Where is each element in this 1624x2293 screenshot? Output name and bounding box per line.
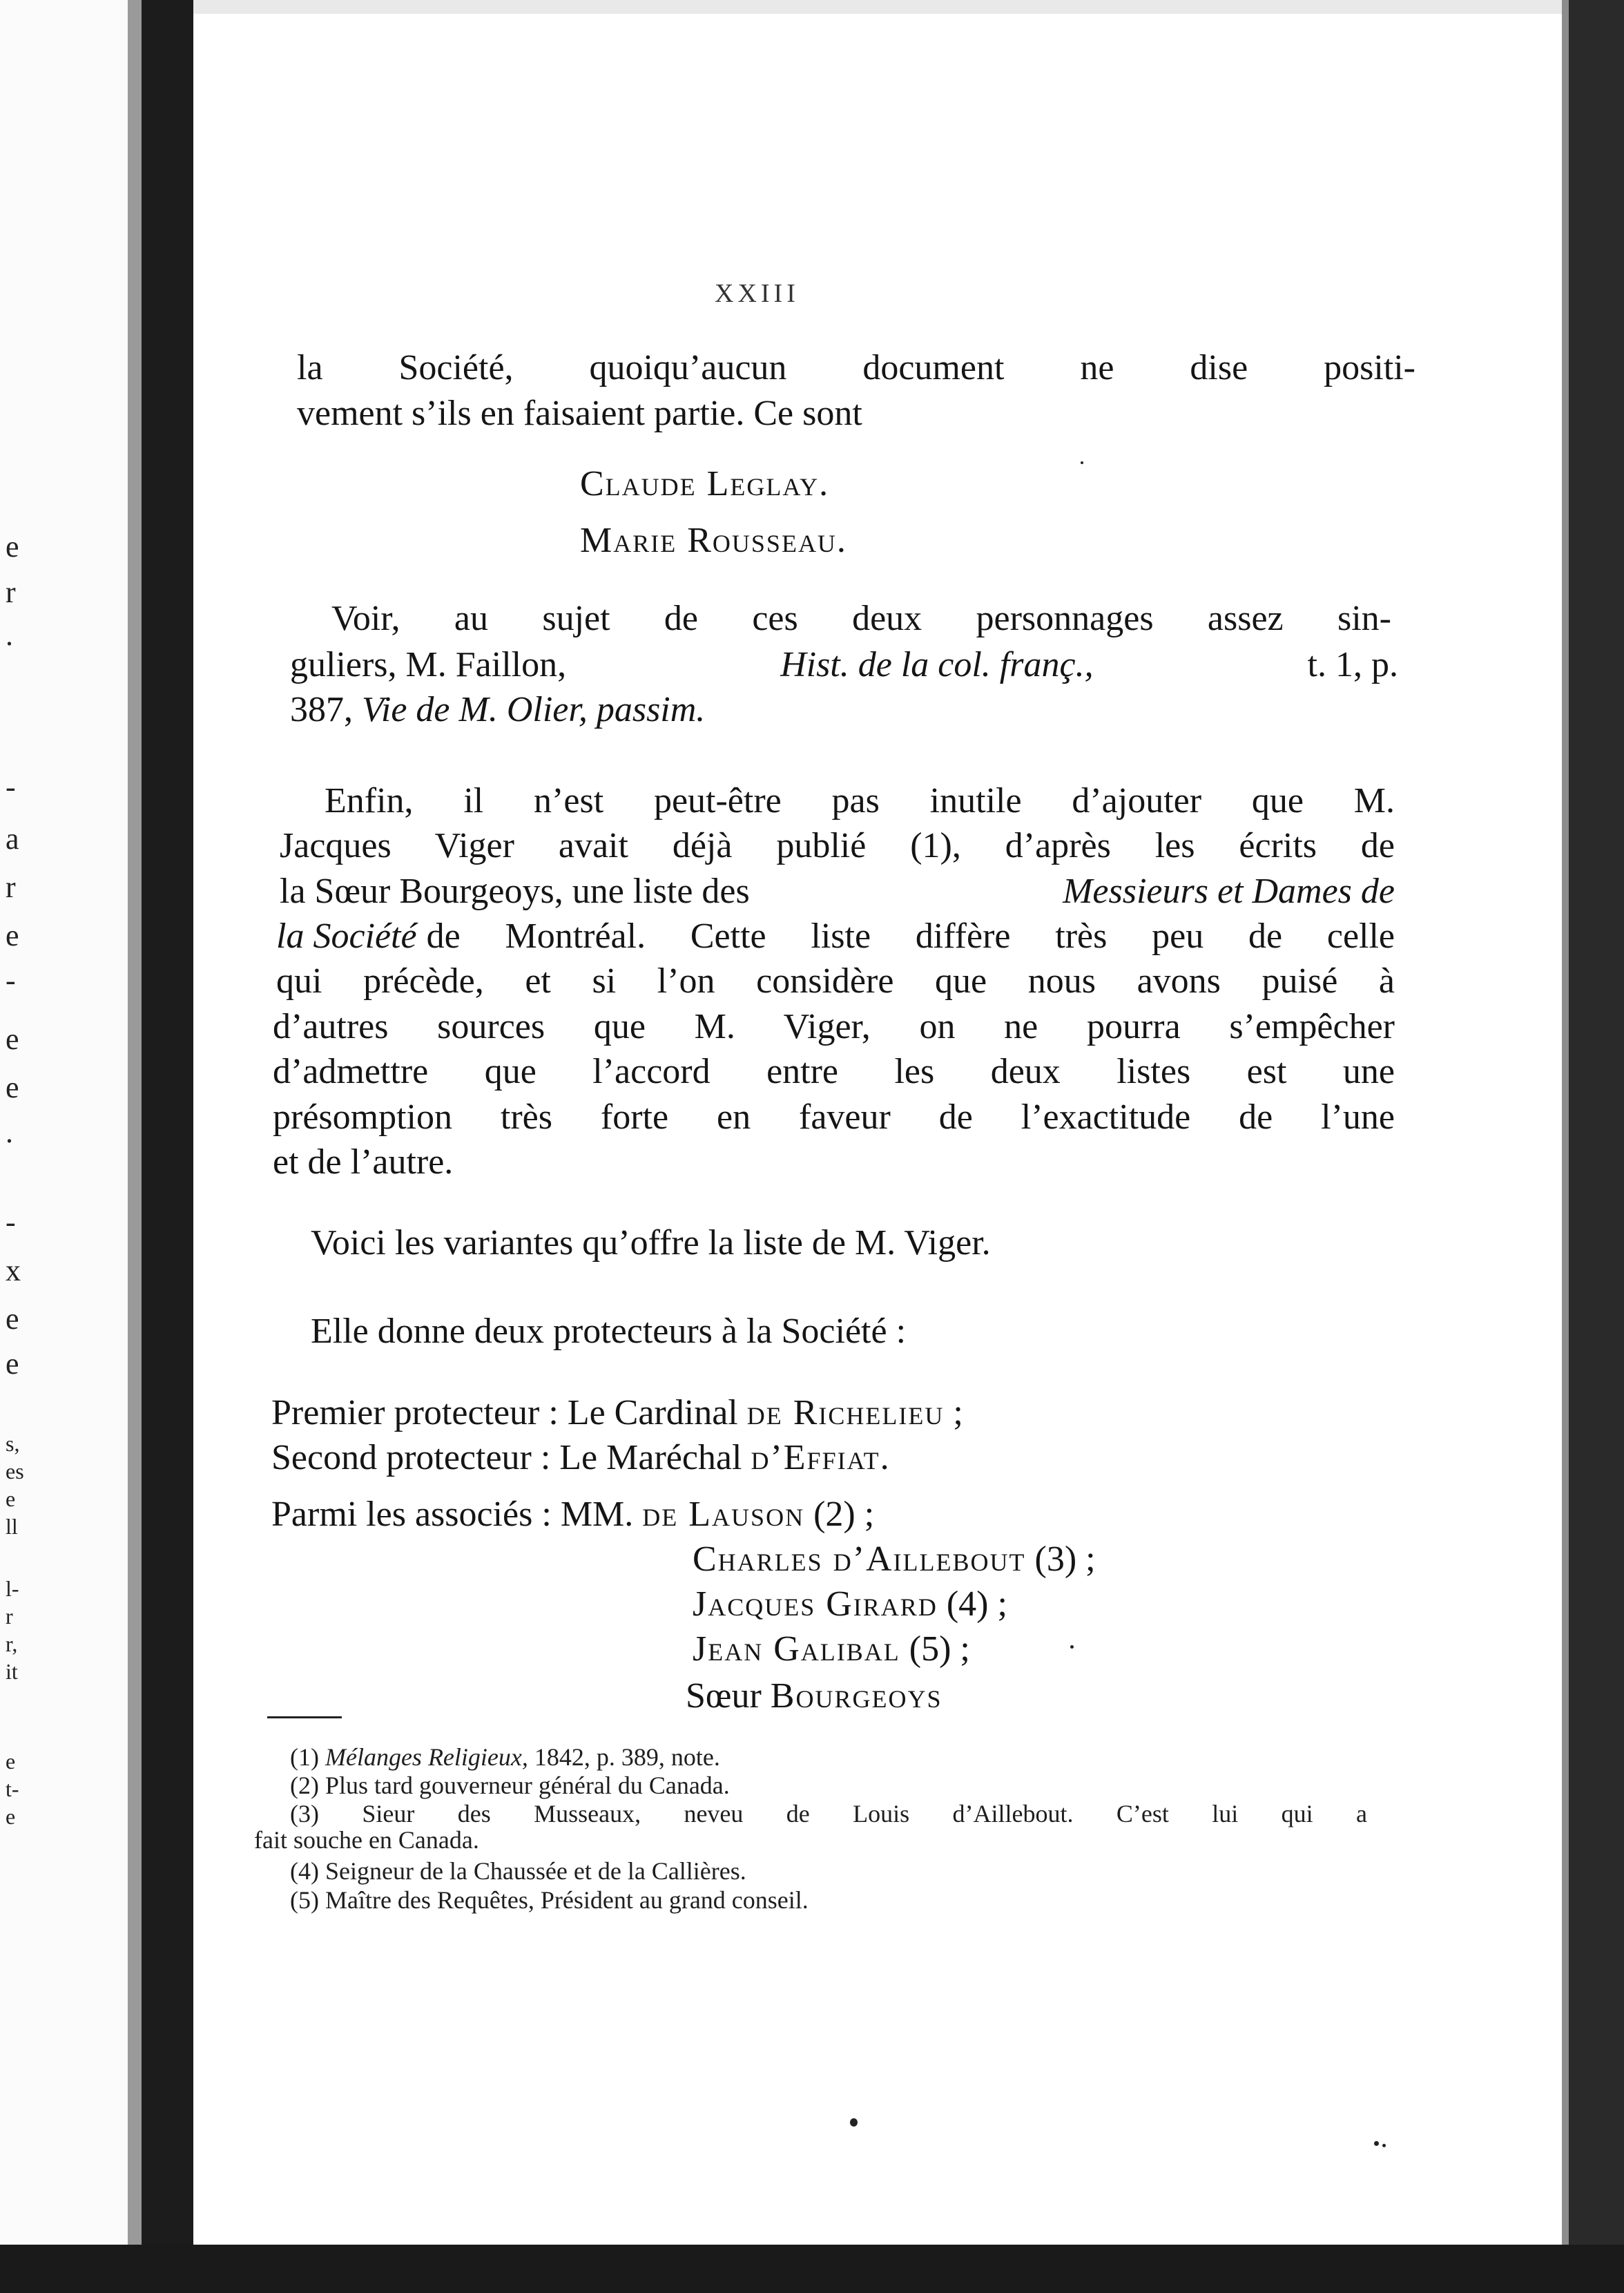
- text-line: Jacques Viger avait déjà publié (1), d’après les écrits de: [280, 826, 1395, 865]
- text-line: d’autres sources que M. Viger, on ne pourra s’empêcher: [273, 1007, 1395, 1046]
- margin-fragment: l-: [6, 1576, 19, 1601]
- margin-fragment: e: [6, 1302, 19, 1336]
- margin-fragment: e: [6, 919, 19, 952]
- text-line: Voici les variantes qu’offre la liste de M. Viger.: [311, 1223, 991, 1263]
- footnote-continuation: fait souche en Canada.: [254, 1826, 479, 1854]
- margin-fragment: r: [6, 575, 16, 609]
- ink-speck: [1374, 2141, 1379, 2146]
- margin-fragment: it: [6, 1659, 18, 1684]
- margin-fragment: ll: [6, 1514, 18, 1539]
- text-line: vement s’ils en faisaient partie. Ce sont: [297, 394, 862, 433]
- ink-speck: [1081, 461, 1083, 464]
- associate-name: Jean Galibal: [693, 1629, 900, 1669]
- protector-label: Premier protecteur : Le Cardinal: [271, 1393, 738, 1432]
- ink-speck: [850, 2118, 858, 2127]
- text-line: la Société, quoiqu’aucun document ne dise positi-: [297, 348, 1415, 387]
- protector-name: de Richelieu: [746, 1393, 945, 1432]
- binding-gutter: [142, 0, 193, 2293]
- text-span: la Sœur Bourgeoys, une liste des: [280, 872, 750, 911]
- margin-fragment: e: [6, 1804, 16, 1829]
- protector-line: [271, 1435, 891, 1481]
- footnote: (5) Maître des Requêtes, Président au grand conseil.: [290, 1886, 809, 1914]
- associates-label: Parmi les associés : MM.: [271, 1495, 634, 1534]
- margin-fragment: .: [6, 618, 13, 652]
- facing-page-text-fragments: [0, 0, 28, 2293]
- footnote-number: (1): [290, 1743, 319, 1771]
- associates-line: [271, 1492, 874, 1537]
- list-name: Marie Rousseau.: [580, 521, 847, 560]
- margin-fragment: e: [6, 1749, 16, 1774]
- book-title-italic: la Société: [276, 917, 417, 956]
- margin-fragment: e: [6, 530, 19, 564]
- text-span: ;: [953, 1393, 963, 1432]
- margin-fragment: t-: [6, 1776, 19, 1801]
- text-line: et de l’autre.: [273, 1142, 454, 1182]
- associate-name: Jacques Girard: [693, 1584, 938, 1624]
- footnote-ref: (5) ;: [909, 1629, 970, 1669]
- protector-name: d’Effiat.: [751, 1438, 891, 1477]
- margin-fragment: -: [6, 963, 16, 997]
- footnote: (4) Seigneur de la Chaussée et de la Callières.: [290, 1857, 746, 1885]
- associates-line: [686, 1673, 942, 1719]
- margin-fragment: e: [6, 1347, 19, 1381]
- margin-fragment: -: [6, 770, 16, 804]
- footnote: (3) Sieur des Musseaux, neveu de Louis d’Aillebout. C’est lui qui a: [290, 1800, 1367, 1827]
- footnote-rule: [267, 1716, 342, 1718]
- text-line: [280, 869, 1395, 914]
- scanner-bottom-edge: [0, 2245, 1624, 2293]
- text-line: [276, 914, 1395, 959]
- scanner-right-edge: [1569, 0, 1624, 2293]
- associates-line: [693, 1627, 970, 1672]
- margin-fragment: e: [6, 1022, 19, 1056]
- page-number: XXIII: [715, 279, 800, 308]
- footnote-ref: (2) ;: [813, 1495, 875, 1534]
- text-span: t. 1, p.: [1307, 645, 1398, 684]
- footnote-text: 1842, p. 389, note.: [534, 1743, 720, 1771]
- margin-fragment: .: [6, 1115, 13, 1149]
- text-line: d’admettre que l’accord entre les deux listes est une: [273, 1052, 1395, 1091]
- footnote-title-italic: Mélanges Religieux,: [325, 1743, 528, 1771]
- page-top-edge: [193, 0, 1574, 14]
- associate-name: Charles d’Aillebout: [693, 1539, 1026, 1579]
- text-line: qui précède, et si l’on considère que nous avons puisé à: [276, 961, 1395, 1001]
- protector-label: Second protecteur : Le Maréchal: [271, 1438, 742, 1477]
- margin-fragment: r: [6, 870, 16, 904]
- associate-name: de Lauson: [642, 1495, 805, 1534]
- text-span: Sœur: [686, 1676, 762, 1716]
- list-name: Claude Leglay.: [580, 464, 830, 503]
- margin-fragment: e: [6, 1486, 16, 1511]
- margin-fragment: x: [6, 1254, 21, 1287]
- associates-line: [693, 1537, 1096, 1582]
- footnote-ref: (3) ;: [1034, 1539, 1096, 1579]
- text-line: Elle donne deux protecteurs à la Société :: [311, 1312, 907, 1351]
- margin-fragment: r,: [6, 1631, 18, 1656]
- ink-speck: [1070, 1645, 1074, 1649]
- margin-fragment: s,: [6, 1431, 20, 1456]
- text-span: guliers, M. Faillon,: [290, 645, 567, 684]
- associates-line: [693, 1582, 1007, 1627]
- footnote-ref: (4) ;: [946, 1584, 1007, 1624]
- citation-italic: Vie de M. Olier, passim.: [362, 690, 706, 729]
- text-line: [290, 687, 705, 733]
- margin-fragment: es: [6, 1459, 24, 1484]
- margin-fragment: r: [6, 1604, 13, 1629]
- text-span: 387,: [290, 690, 353, 729]
- margin-fragment: a: [6, 822, 19, 856]
- margin-fragment: e: [6, 1071, 19, 1104]
- citation-italic: Hist. de la col. franç.,: [780, 645, 1094, 684]
- protector-line: [271, 1390, 963, 1436]
- footnote: [290, 1744, 720, 1770]
- footnote: (2) Plus tard gouverneur général du Canada.: [290, 1772, 730, 1799]
- text-line: présomption très forte en faveur de l’exactitude de l’une: [273, 1097, 1395, 1137]
- ink-speck: [1382, 2144, 1386, 2147]
- associate-name: Bourgeoys: [770, 1676, 942, 1716]
- text-span: de Montréal. Cette liste diffère très peu de celle: [426, 917, 1395, 956]
- text-line: Voir, au sujet de ces deux personnages assez sin-: [331, 599, 1391, 638]
- book-title-italic: Messieurs et Dames de: [1063, 872, 1395, 911]
- text-line: Enfin, il n’est peut-être pas inutile d’ajouter que M.: [325, 781, 1395, 821]
- book-page: [193, 14, 1567, 2245]
- margin-fragment: -: [6, 1205, 16, 1239]
- text-line: [290, 642, 1398, 688]
